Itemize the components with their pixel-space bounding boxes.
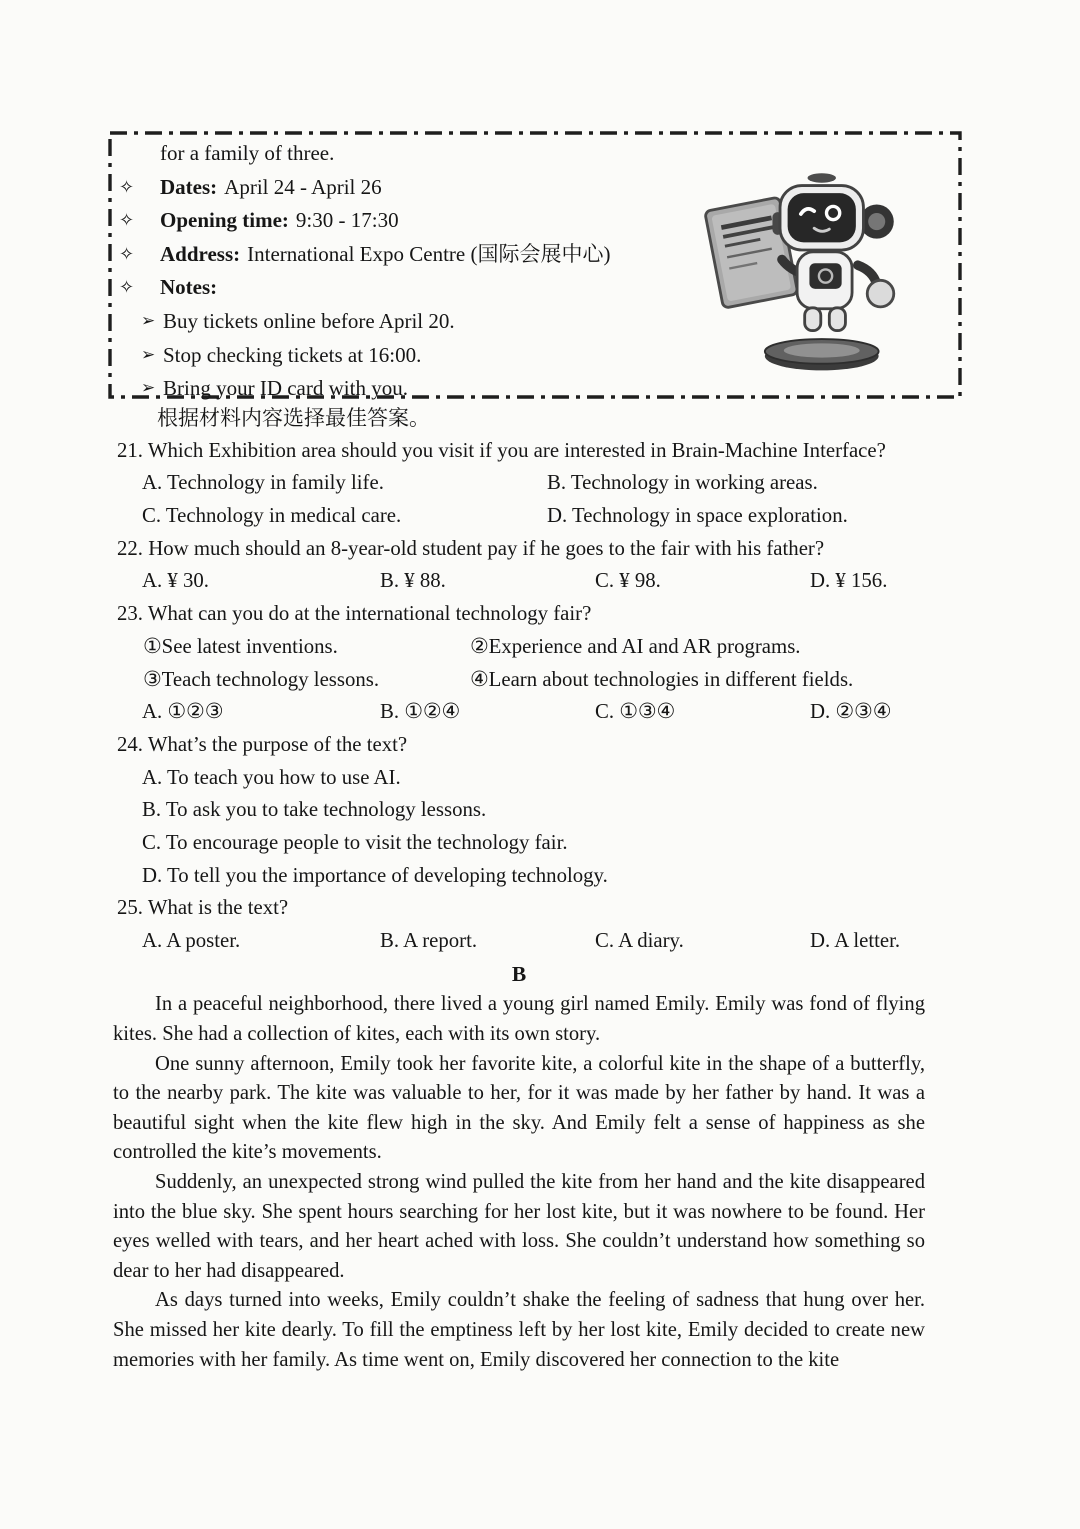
option-b: B. Technology in working areas.	[547, 471, 818, 495]
question-number: 21.	[117, 438, 143, 462]
item-3: ③Teach technology lessons.	[143, 667, 380, 691]
question-23-options-row	[113, 696, 958, 729]
option-b: B. ①②④	[380, 700, 461, 724]
poster-content	[108, 131, 962, 406]
question-21-stem	[113, 435, 958, 468]
option-a: A. A poster.	[142, 929, 241, 952]
question-24-option-c: C. To encourage people to visit the technology fair.	[142, 830, 568, 854]
item-4: ④Learn about technologies in different fields.	[470, 667, 854, 691]
item-1: ①See latest inventions.	[143, 634, 338, 658]
instruction-cn: 根据材料内容选择最佳答案。	[157, 406, 430, 430]
poster-note-2	[108, 339, 962, 373]
option-a: A. ①②③	[142, 700, 224, 724]
passage-paragraph-3: Suddenly, an unexpected strong wind pulled the kite from her hand and the kite disappeared into the blue sky. She spent hours searching for her lost kite, but it was nowhere to be found. Her eyes welled with tears, and her heart ached with loss. She couldn’t understand how something so dear to her had disappeared.	[113, 1170, 925, 1282]
question-text: What is the text?	[147, 896, 289, 920]
option-d: D. Technology in space exploration.	[547, 504, 848, 528]
section-b-passage	[113, 990, 925, 1375]
field-label: Opening time:	[160, 208, 289, 233]
question-number: 25.	[117, 896, 143, 920]
note-text: Buy tickets online before April 20.	[163, 308, 455, 333]
section-b-heading: B	[511, 961, 527, 986]
poster-note-3	[108, 372, 962, 406]
option-a: A. ¥ 30.	[142, 569, 210, 593]
question-number: 24.	[117, 732, 143, 756]
question-23-stem	[113, 598, 958, 631]
question-number: 23.	[117, 602, 143, 626]
item-2: ②Experience and AI and AR programs.	[470, 634, 801, 658]
question-area	[113, 402, 958, 1375]
note-text: Stop checking tickets at 16:00.	[163, 342, 422, 367]
question-21-options-row-2	[113, 500, 958, 533]
poster-field-address	[108, 238, 962, 272]
question-23-items-row-1	[113, 631, 958, 664]
question-24-option-b: B. To ask you to take technology lessons.	[142, 798, 487, 822]
question-text: Which Exhibition area should you visit if you are interested in Brain-Machine Interface?	[147, 438, 886, 462]
question-text: How much should an 8-year-old student pay if he goes to the fair with his father?	[148, 536, 825, 560]
arrowhead-bullet-icon: ➢	[141, 310, 156, 331]
note-text: Bring your ID card with you.	[163, 376, 408, 401]
diamond-bullet-icon: ✧	[119, 277, 135, 299]
poster-field-dates	[108, 171, 962, 205]
question-25-options-row	[113, 925, 958, 958]
arrowhead-bullet-icon: ➢	[141, 344, 156, 365]
option-c: C. Technology in medical care.	[142, 504, 402, 528]
question-text: What’s the purpose of the text?	[147, 732, 408, 756]
option-d: D. ¥ 156.	[810, 569, 888, 593]
option-c: C. ¥ 98.	[595, 569, 661, 593]
arrowhead-bullet-icon: ➢	[141, 378, 156, 399]
poster-box	[108, 131, 962, 399]
option-d: D. ②③④	[810, 700, 892, 724]
field-label: Notes:	[160, 275, 218, 300]
passage-paragraph-1: In a peaceful neighborhood, there lived a young girl named Emily. Emily was fond of flying kites. She had a collection of kites, each with its own story.	[113, 993, 925, 1045]
poster-field-notes	[108, 271, 962, 305]
option-b: B. ¥ 88.	[380, 569, 446, 593]
question-21-options-row-1	[113, 467, 958, 500]
question-24-option-a: A. To teach you how to use AI.	[142, 765, 401, 789]
diamond-bullet-icon: ✧	[119, 210, 135, 232]
question-24-option-d: D. To tell you the importance of developing technology.	[142, 863, 608, 887]
option-c: C. ①③④	[595, 700, 676, 724]
option-c: C. A diary.	[595, 929, 684, 952]
question-text: What can you do at the international technology fair?	[147, 602, 592, 626]
field-label: Address:	[160, 241, 241, 266]
diamond-bullet-icon: ✧	[119, 243, 135, 265]
question-25-stem	[113, 892, 958, 925]
field-value: 9:30 - 17:30	[295, 208, 399, 233]
field-value: International Expo Centre (国际会展中心)	[247, 241, 611, 266]
poster-intro-line: for a family of three.	[160, 141, 335, 165]
question-23-items-row-2	[113, 664, 958, 697]
option-b: B. A report.	[380, 929, 478, 952]
field-label: Dates:	[160, 174, 218, 199]
question-22-stem	[113, 533, 958, 566]
poster-note-1	[108, 305, 962, 339]
question-number: 22.	[117, 536, 143, 560]
diamond-bullet-icon: ✧	[119, 176, 135, 198]
question-22-options-row	[113, 565, 958, 598]
option-d: D. A letter.	[810, 929, 901, 952]
question-24-stem	[113, 729, 958, 762]
poster-field-opening-time	[108, 204, 962, 238]
field-value: April 24 - April 26	[224, 174, 382, 199]
passage-paragraph-2: One sunny afternoon, Emily took her favorite kite, a colorful kite in the shape of a butterfly, to the nearby park. The kite was valuable to her, for it was made by her father by hand. It was a beautiful sight when the kite flew high in the sky. And Emily felt a sense of happiness as she controlled the kite’s movements.	[113, 1052, 925, 1164]
passage-paragraph-4: As days turned into weeks, Emily couldn’t shake the feeling of sadness that hung over her. She missed her kite dearly. To fill the emptiness left by her lost kite, Emily decided to create new memories with her family. As time went on, Emily discovered her connection to the kite	[113, 1289, 925, 1371]
option-a: A. Technology in family life.	[142, 471, 384, 495]
